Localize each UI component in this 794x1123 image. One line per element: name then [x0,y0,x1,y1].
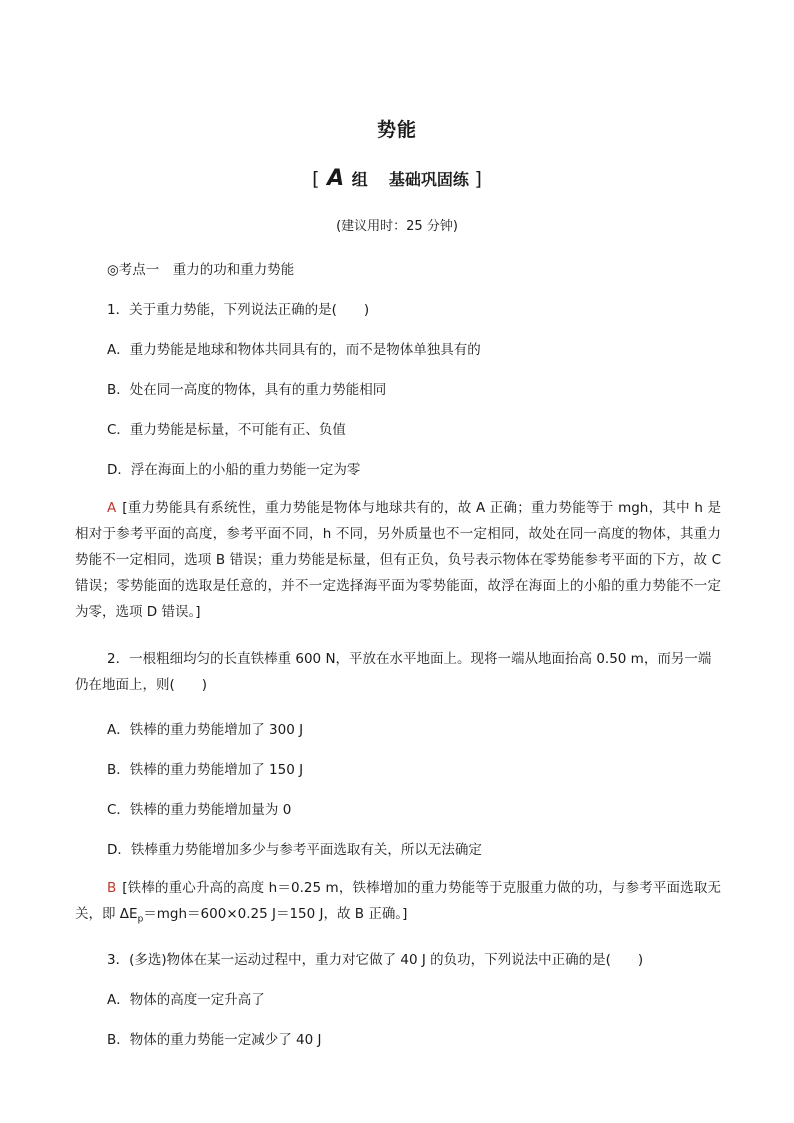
q1-option-a: A．重力势能是地球和物体共同具有的，而不是物体单独具有的 [107,342,481,358]
q1-answer-letter: A [107,500,117,516]
q3-stem: 3．(多选)物体在某一运动过程中，重力对它做了 40 J 的负功，下列说法中正确的是( ) [107,952,644,968]
q2-answer-block [75,875,721,933]
q1-explanation: [重力势能具有系统性，重力势能是物体与地球共有的，故 A 正确；重力势能等于 mgh，其中 h 是相对于参考平面的高度，参考平面不同，h 不同，另外质量也不一定相同，故处在同一高度的物体，其重力势能不一定相同，选项 B 错误；重力势能是标量，但有正负，负号表示物体在零势能参考平面的下方，故 C 错误；零势能面的选取是任意的，并不一定选择海平面为零势能面，故浮在海面上的小船的重力势能不一定为零，选项 D 错误。] [75,500,721,620]
group-open-bracket: [ [312,168,320,190]
group-name: 基础巩固练 [388,170,469,189]
q2-explanation-pre: [铁棒的重心升高的高度 h＝0.25 m，铁棒增加的重力势能等于克服重力做的功，与参考平面选取无关，即 ΔE [75,880,721,922]
suggested-time: (建议用时：25 分钟) [336,219,458,234]
q1-answer-block [75,495,721,625]
q2-answer-letter: B [107,880,117,896]
q2-stem: 2．一根粗细均匀的长直铁棒重 600 N，平放在水平地面上。现将一端从地面抬高 0.50 m，而另一端仍在地面上，则( ) [75,651,712,693]
q3-option-a: A．物体的高度一定升高了 [107,992,265,1008]
group-close-bracket: ] [474,168,482,190]
page-title: 势能 [376,119,417,141]
section-heading: ◎考点一 重力的功和重力势能 [107,262,295,278]
q1-option-d: D．浮在海面上的小船的重力势能一定为零 [107,462,361,478]
q2-option-c: C．铁棒的重力势能增加量为 0 [107,802,292,818]
group-label: 组 [351,170,368,189]
q1-stem: 1．关于重力势能，下列说法正确的是( ) [107,302,370,318]
q2-option-a: A．铁棒的重力势能增加了 300 J [107,722,304,738]
q3-option-b: B．物体的重力势能一定减少了 40 J [107,1032,322,1048]
q1-option-b: B．处在同一高度的物体，具有的重力势能相同 [107,382,387,398]
group-letter: A [327,166,345,191]
q2-explanation-subscript: p [137,914,144,925]
q2-explanation-post: ＝mgh＝600×0.25 J＝150 J，故 B 正确。] [143,906,408,922]
q2-option-b: B．铁棒的重力势能增加了 150 J [107,762,304,778]
q1-option-c: C．重力势能是标量，不可能有正、负值 [107,422,346,438]
q2-option-d: D．铁棒重力势能增加多少与参考平面选取有关，所以无法确定 [107,842,482,858]
group-heading [0,166,794,191]
